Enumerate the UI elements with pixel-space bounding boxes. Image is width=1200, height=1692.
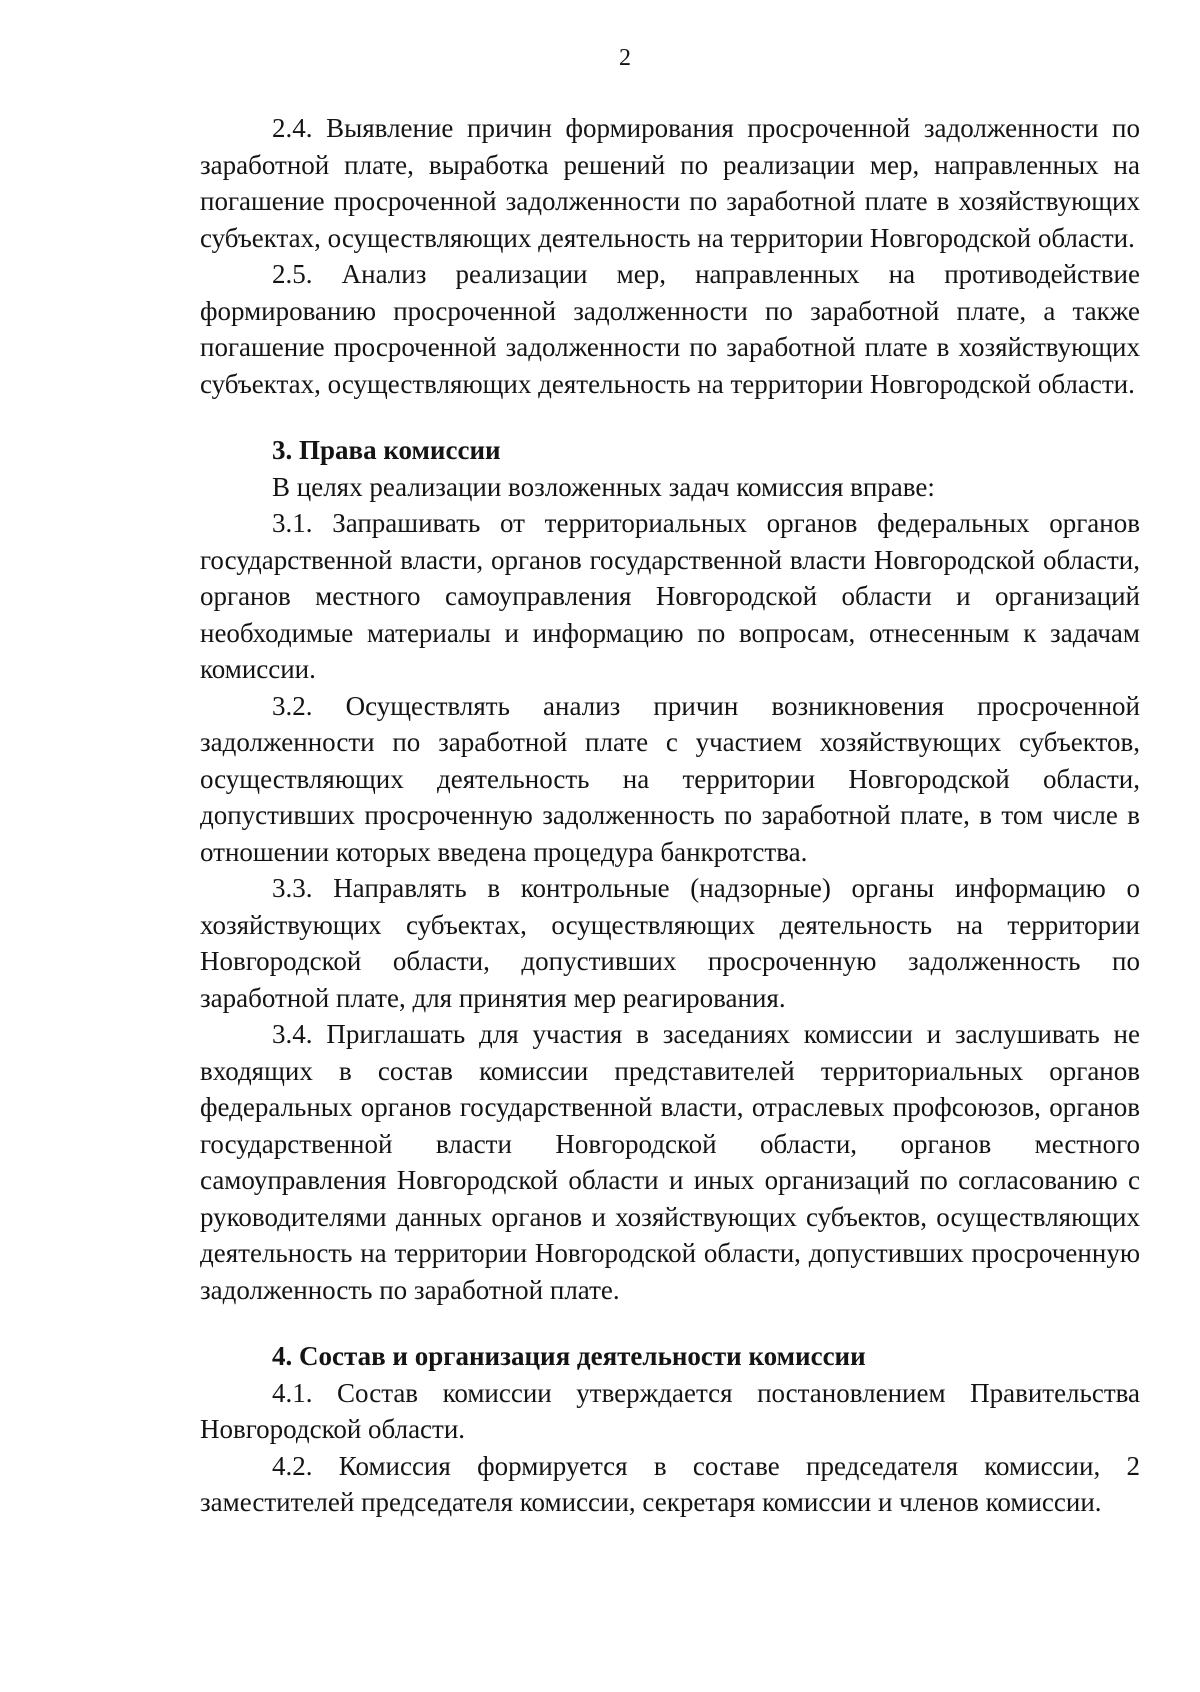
paragraph-2-4: 2.4. Выявление причин формирования просроченной задолженности по заработной плате, выработка решений по реализации мер, направленных на погашение просроченной задолженности по заработной плате в хозяйствующих субъектах, осуществляющих деятельность на территории Новгородской области. xyxy=(200,113,1140,253)
paragraph-3-2: 3.2. Осуществлять анализ причин возникновения просроченной задолженности по заработной плате с участием хозяйствующих субъектов, осуществляющих деятельность на территории Новгородской области, допустивших просроченную задолженность по заработной плате, в том числе в отношении которых введена процедура банкротства. xyxy=(200,690,1140,867)
paragraph-2-5: 2.5. Анализ реализации мер, направленных на противодействие формированию просроченной задолженности по заработной плате, а также погашение просроченной задолженности по заработной плате в хозяйствующих субъектах, осуществляющих деятельность на территории Новгородской области. xyxy=(200,259,1140,399)
section-4-heading: 4. Состав и организация деятельности комиссии xyxy=(272,1341,866,1371)
section-3-heading: 3. Права комиссии xyxy=(272,435,501,465)
paragraph-3-3: 3.3. Направлять в контрольные (надзорные) органы информацию о хозяйствующих субъектах, осуществляющих деятельность на территории Новгородской области, допустивших просроченную задолженность по заработной плате, для принятия мер реагирования. xyxy=(200,873,1140,1013)
section-spacer xyxy=(200,1308,1140,1338)
section-spacer xyxy=(200,402,1140,432)
section-3-intro: В целях реализации возложенных задач комиссия вправе: xyxy=(272,471,935,502)
paragraph-4-1: 4.1. Состав комиссии утверждается постановлением Правительства Новгородской области. xyxy=(200,1377,1140,1444)
page-number: 2 xyxy=(619,45,631,71)
paragraph-3-1: 3.1. Запрашивать от территориальных органов федеральных органов государственной власти, органов государственной власти Новгородской области, органов местного самоуправления Новгородской области и организаций необходимые материалы и информацию по вопросам, отнесенным к задачам комиссии. xyxy=(200,508,1140,684)
paragraph-3-4: 3.4. Приглашать для участия в заседаниях комиссии и заслушивать не входящих в состав комиссии представителей территориальных органов федеральных органов государственной власти, отраслевых профсоюзов, органов государственной власти Новгородской области, органов местного самоуправления Новгородской области и иных организаций по согласованию с руководителями данных органов и хозяйствующих субъектов, осуществляющих деятельность на территории Новгородской области, допустивших просроченную задолженность по заработной плате. xyxy=(200,1019,1140,1305)
paragraph-4-2: 4.2. Комиссия формируется в составе председателя комиссии, 2 заместителей председателя комиссии, секретаря комиссии и членов комиссии. xyxy=(200,1450,1140,1517)
document-body xyxy=(200,110,1140,1521)
